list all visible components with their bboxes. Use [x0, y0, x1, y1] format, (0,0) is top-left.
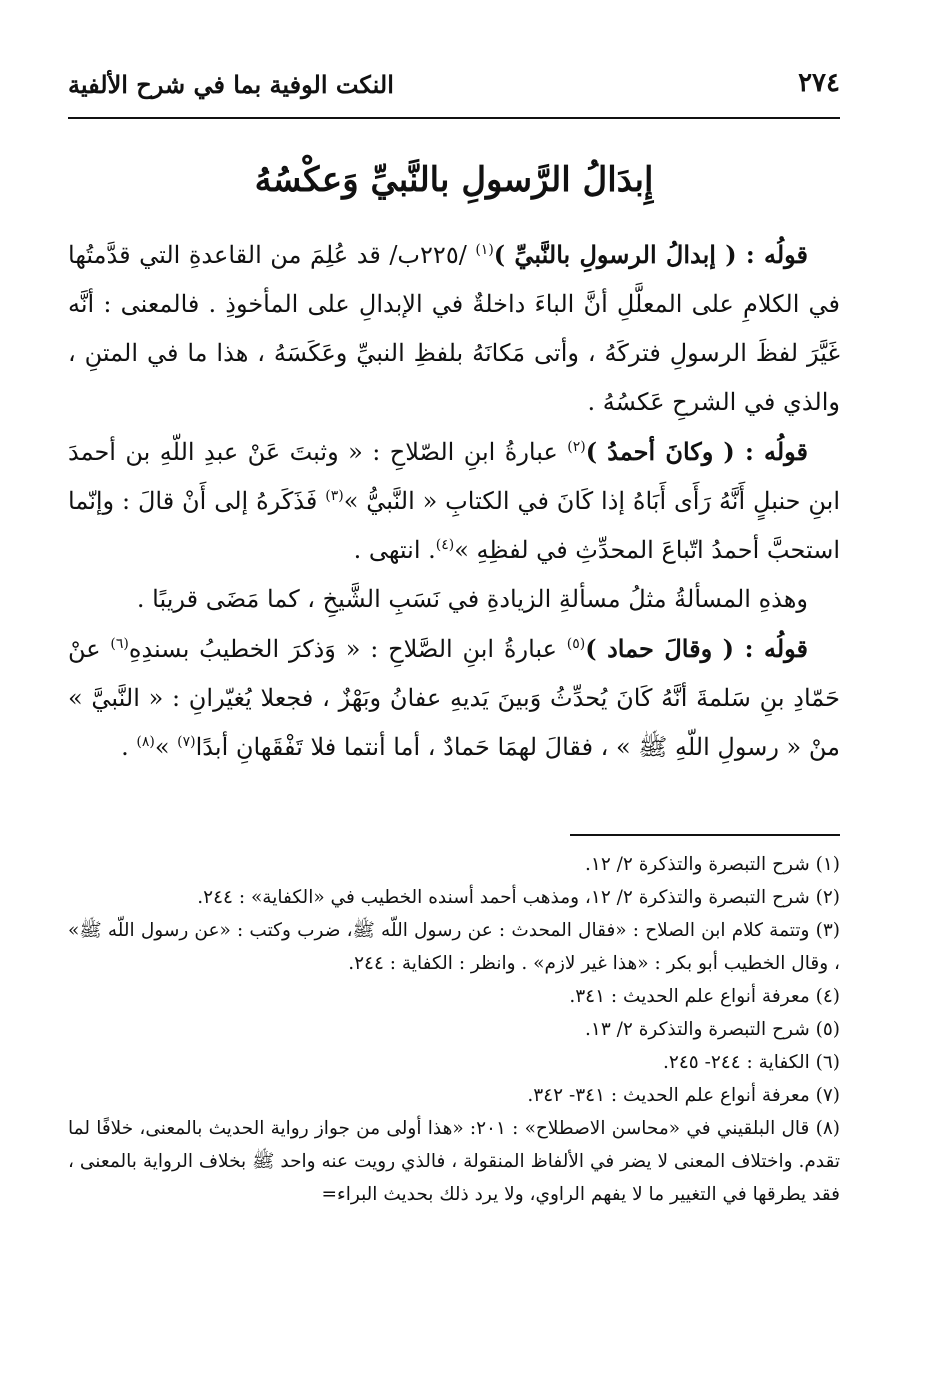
- footnote-ref: (٥): [566, 636, 586, 652]
- paragraph-1: [68, 230, 840, 427]
- paragraph-text: . انتهى .: [353, 536, 436, 564]
- footnote-ref: (٦): [110, 636, 129, 652]
- paragraph-lead: قولُه : ( وقالَ حماد ): [585, 634, 809, 663]
- footnote: [68, 1046, 840, 1079]
- paragraph-3: [68, 575, 840, 624]
- footnote-ref: (٢): [567, 439, 586, 455]
- paragraph-2: [68, 427, 840, 575]
- footnote-number: (٣): [815, 920, 840, 941]
- footnote: [68, 1112, 840, 1211]
- footnote-text: شرح التبصرة والتذكرة ٢/ ١٣.: [585, 1019, 810, 1040]
- footnote: [68, 914, 840, 980]
- footnotes: [68, 848, 840, 1211]
- paragraph-text: »: [154, 733, 178, 761]
- paragraph-text: عبارةُ ابنِ الصّلاحِ : « وثبتَ عَنْ عبدِ اللّهِ بن أحمدَ ابنِ حنبلٍ أَنَّهُ رَأَى أَبَاهُ إذا كَانَ في الكتابِ « النَّبيُّ »: [68, 438, 841, 515]
- page-number: ٢٧٤: [798, 68, 840, 98]
- footnote-text: معرفة أنواع علم الحديث : ٣٤١- ٣٤٢.: [527, 1085, 810, 1106]
- header-rule: [68, 117, 840, 119]
- footnote: [68, 881, 840, 914]
- footnote-text: معرفة أنواع علم الحديث : ٣٤١.: [569, 986, 810, 1007]
- footnote-number: (٥): [815, 1019, 840, 1040]
- paragraph-text: وهذهِ المسألةُ مثلُ مسألةِ الزيادةِ في نَسَبِ الشَّيخِ ، كما مَضَى قريبًا .: [136, 585, 808, 613]
- footnote: [68, 848, 840, 881]
- main-text: [68, 230, 840, 772]
- footnote-ref: (٧): [177, 734, 196, 750]
- footnote: [68, 1079, 840, 1112]
- footnote-ref: (١): [475, 242, 494, 258]
- paragraph-lead: قولُه : ( إبدالُ الرسولِ بالنَّبيِّ ): [493, 240, 808, 269]
- page-header: [68, 64, 840, 104]
- footnote-number: (٢): [815, 887, 840, 908]
- footnote-ref: (٤): [435, 537, 455, 553]
- section-title: إِبدَالُ الرَّسولِ بالنَّبيِّ وَعكْسُهُ: [254, 160, 654, 200]
- paragraph-text: /٢٢٥ب/ قد عُلِمَ من القاعدةِ التي قدَّمتُها في الكلامِ على المعلَّلِ أنَّ الباءَ داخلةٌ في الإبدالِ على المأخوذِ . فالمعنى : أنَّه غَيَّرَ لفظَ الرسولِ فتركَهُ ، وأتى مَكانَهُ بلفظِ النبيِّ وعَكَسَهُ ، هذا ما في المتنِ ، والذي في الشرحِ عَكسُهُ .: [68, 241, 840, 416]
- paragraph-text: عبارةُ ابنِ الصَّلاحِ : « وَذكرَ الخطيبُ بسندِهِ: [128, 635, 567, 663]
- footnote-text: شرح التبصرة والتذكرة ٢/ ١٢، ومذهب أحمد أسنده الخطيب في «الكفاية» : ٢٤٤.: [197, 887, 810, 908]
- footnote-number: (١): [815, 854, 840, 875]
- paragraph-text: عنْ حَمّادِ بنِ سَلمةَ أنَّهُ كَانَ يُحدِّثُ وَبينَ يَديهِ عفانُ وبَهْزٌ ، فجعلا يُغيّرانِ : « النَّبيَّ » منْ « رسولِ اللّهِ ﷺ » ، فقالَ لهمَا حَمادٌ ، أما أنتما فلا تَفْقَهانِ أبدًا: [68, 635, 840, 761]
- footnote-text: وتتمة كلام ابن الصلاح : «فقال المحدث : عن رسول اللّه ﷺ، ضرب وكتب : «عن رسول اللّه ﷺ» ، وقال الخطيب أبو بكر : «هذا غير لازم» . وانظر : الكفاية : ٢٤٤.: [68, 920, 840, 974]
- paragraph-lead: قولُه : ( وكانَ أحمدُ ): [585, 437, 809, 466]
- paragraph-text: .: [121, 733, 137, 761]
- footnote-number: (٧): [815, 1085, 840, 1106]
- paragraph-text: فَذَكَرهُ إلى أَنْ قالَ : وإنّما استحبَّ أحمدُ اتّباعَ المحدِّثِ في لفظِهِ »: [68, 487, 840, 564]
- footnote: [68, 980, 840, 1013]
- footnote: [68, 1013, 840, 1046]
- running-title: النكت الوفية بما في شرح الألفية: [68, 70, 394, 99]
- footnote-text: الكفاية : ٢٤٤- ٢٤٥.: [663, 1052, 810, 1073]
- footnote-number: (٦): [815, 1052, 840, 1073]
- paragraph-4: [68, 624, 840, 772]
- footnote-number: (٤): [815, 986, 840, 1007]
- footnote-rule: [570, 834, 840, 836]
- footnote-text: قال البلقيني في «محاسن الاصطلاح» : ٢٠١: «هذا أولى من جواز رواية الحديث بالمعنى، خلافًا لما تقدم. واختلاف المعنى لا يضر في الألفاظ المنقولة ، فالذي رويت عنه واحد ﷺ بخلاف الرواية بالمعنى ، فقد يطرقها في التغيير ما لا يفهم الراوي، ولا يرد ذلك بحديث البراء=: [68, 1118, 840, 1205]
- footnote-text: شرح التبصرة والتذكرة ٢/ ١٢.: [585, 854, 810, 875]
- footnote-ref: (٨): [136, 734, 155, 750]
- footnote-ref: (٣): [325, 488, 344, 504]
- footnote-number: (٨): [815, 1118, 840, 1139]
